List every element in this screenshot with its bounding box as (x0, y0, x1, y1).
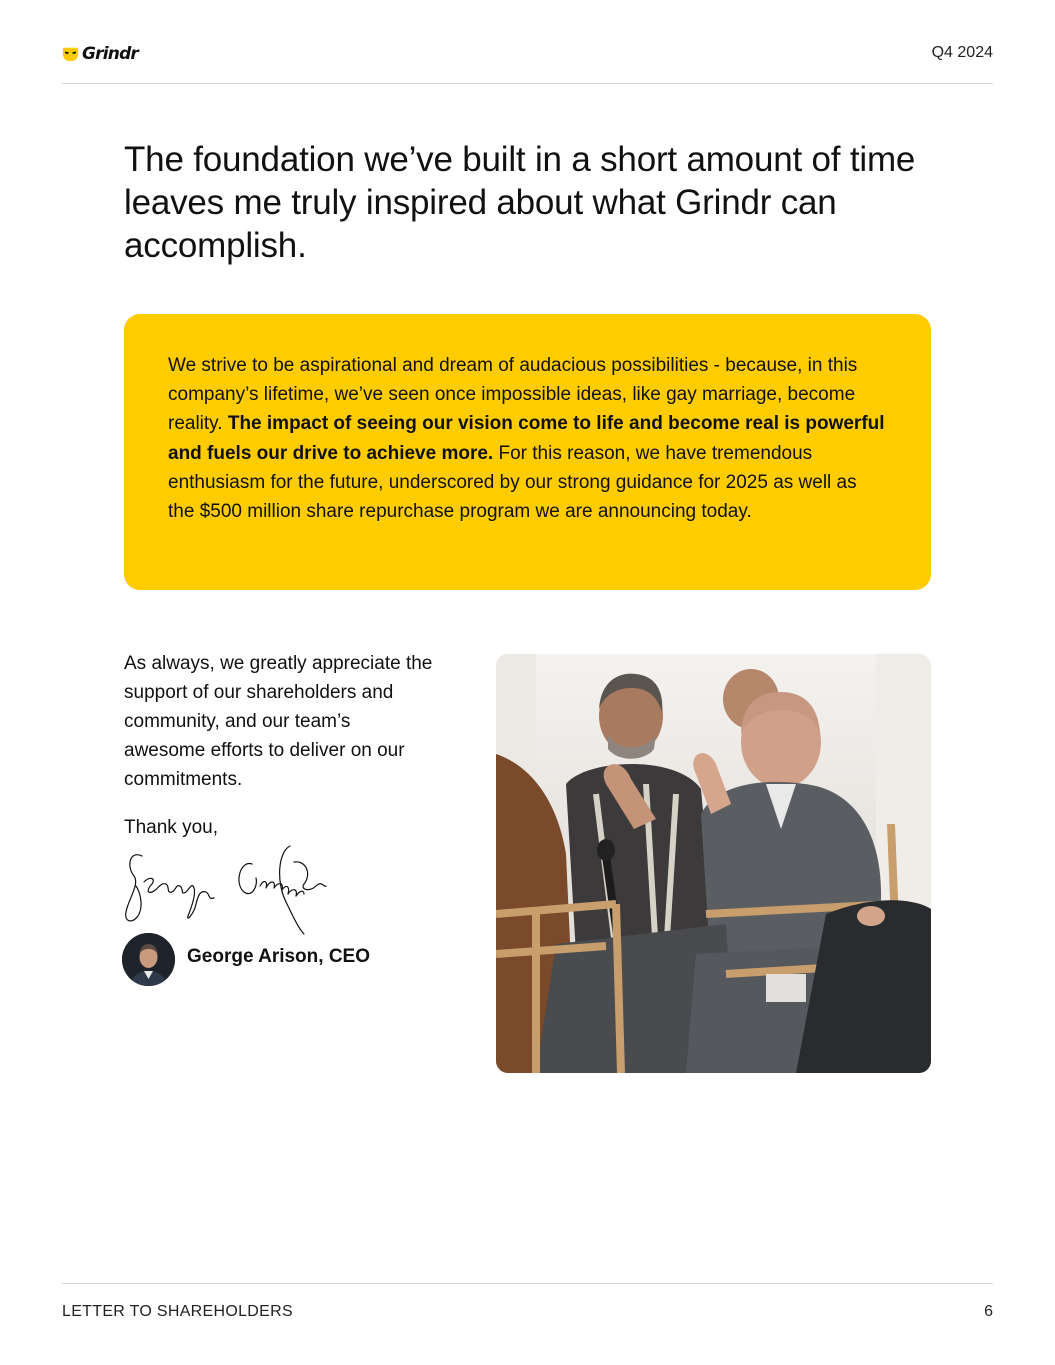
grindr-logo (62, 44, 138, 64)
callout-text-before: We strive to be aspirational and dream of audacious possibilities - because, in this company’s lifetime, we’ve seen once impossible ideas, like gay marriage, become reality. (168, 355, 858, 435)
page-number: 6 (984, 1303, 993, 1320)
handwritten-signature (120, 842, 335, 937)
event-photo (496, 654, 931, 1073)
footer-section-label: LETTER TO SHAREHOLDERS (62, 1303, 293, 1320)
callout-text-after: For this reason, we have tremendous enthusiasm for the future, underscored by our strong guidance for 2025 as well as the $500 million share repurchase program we are announcing today. (168, 442, 857, 523)
panel-discussion-image (496, 654, 931, 1073)
logo-text: Grindr (82, 44, 139, 64)
ceo-name: George Arison, CEO (187, 946, 370, 967)
page-header (62, 40, 993, 84)
page-footer (62, 1283, 993, 1324)
highlight-callout (124, 314, 931, 590)
callout-text-bold: The impact of seeing our vision come to life and become real is powerful and fuels our drive to achieve more. (168, 413, 885, 464)
report-period: Q4 2024 (931, 44, 993, 61)
ceo-avatar (122, 933, 175, 986)
ceo-portrait-image (122, 933, 175, 986)
page-headline: The foundation we’ve built in a short amount of time leaves me truly inspired about what Grindr can accomplish. (124, 140, 916, 265)
thank-you-line: Thank you, (124, 817, 218, 838)
closing-paragraph: As always, we greatly appreciate the support of our shareholders and community, and our team’s awesome efforts to deliver on our commitments. (124, 653, 433, 790)
grindr-mask-icon (62, 46, 79, 63)
callout-paragraph (168, 351, 887, 526)
